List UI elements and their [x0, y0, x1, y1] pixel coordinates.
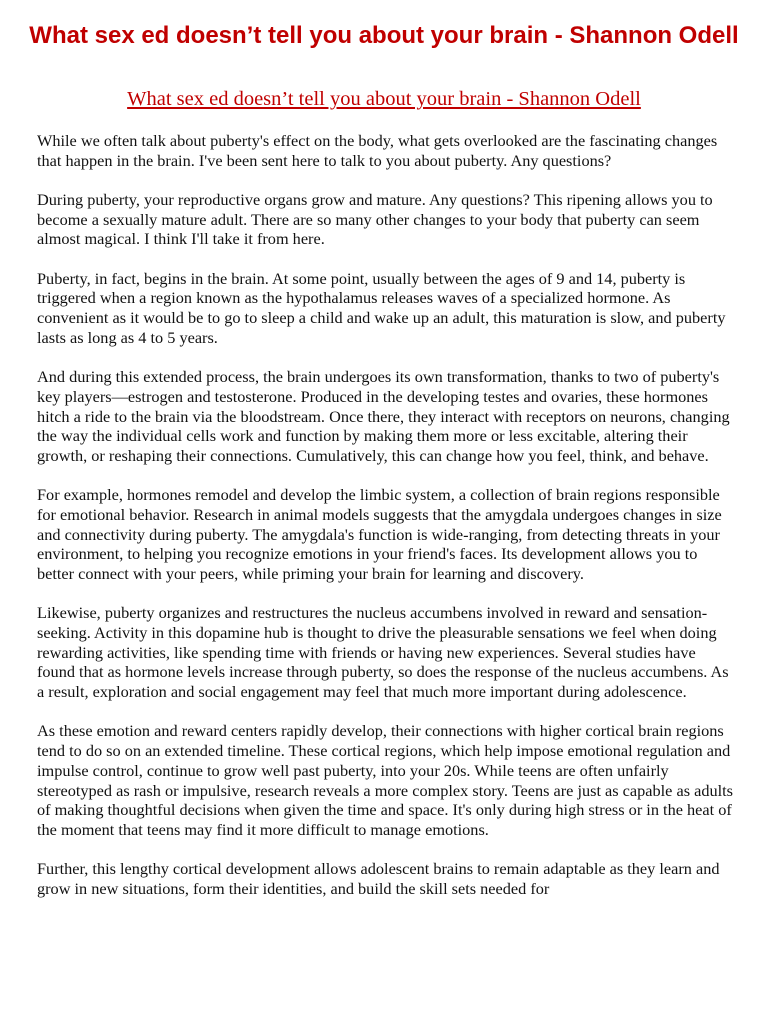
paragraph-7: As these emotion and reward centers rapidly develop, their connections with higher cortical brain regions tend to do so on an extended timeline. These cortical regions, which help impose emotional regulation and impulse control, continue to grow well past puberty, into your 20s. While teens are often unfairly stereotyped as rash or impulsive, research reveals a more complex story. Teens are just as capable as adults of making thoughtful decisions when given the time and space. It's only during high stress or in the heat of the moment that teens may find it more difficult to manage emotions. — [37, 721, 733, 839]
paragraph-1: While we often talk about puberty's effect on the body, what gets overlooked are the fascinating changes that happen in the brain. I've been sent here to talk to you about puberty. Any questions? — [37, 131, 718, 170]
document-body — [37, 131, 737, 918]
paragraph-4: And during this extended process, the brain undergoes its own transformation, thanks to two of puberty's key players—estrogen and testosterone. Produced in the developing testes and ovaries, these hormones hitch a ride to the brain via the bloodstream. Once there, they interact with receptors on neurons, changing the way the individual cells work and function by making them more or less excitable, altering their growth, or reshaping their connections. Cumulatively, this can change how you feel, think, and behave. — [37, 367, 730, 465]
paragraph-3: Puberty, in fact, begins in the brain. At some point, usually between the ages of 9 and 14, puberty is triggered when a region known as the hypothalamus releases waves of a specialized hormone. As convenient as it would be to go to sleep a child and wake up an adult, this maturation is slow, and puberty lasts as long as 4 to 5 years. — [37, 268, 726, 347]
page-title: What sex ed doesn’t tell you about your brain - Shannon Odell — [29, 22, 739, 49]
paragraph-8: Further, this lengthy cortical development allows adolescent brains to remain adaptable as they learn and grow in new situations, form their identities, and build the skill sets needed for — [37, 859, 720, 898]
paragraph-2: During puberty, your reproductive organs grow and mature. Any questions? This ripening allows you to become a sexually mature adult. There are so many other changes to your body that puberty can seem almost magical. I think I'll take it from here. — [37, 190, 713, 249]
paragraph-5: For example, hormones remodel and develop the limbic system, a collection of brain regions responsible for emotional behavior. Research in animal models suggests that the amygdala undergoes changes in size and connectivity during puberty. The amygdala's function is wide-ranging, from detecting threats in your environment, to helping you recognize emotions in your friend's faces. Its development allows you to better connect with your peers, while priming your brain for learning and discovery. — [37, 485, 722, 584]
title-link[interactable]: What sex ed doesn’t tell you about your brain - Shannon Odell — [127, 88, 641, 110]
paragraph-6: Likewise, puberty organizes and restructures the nucleus accumbens involved in reward and sensation-seeking. Activity in this dopamine hub is thought to drive the pleasurable sensations we feel when doing rewarding activities, like spending time with friends or having new experiences. Several studies have found that as hormone levels increase through puberty, so does the response of the nucleus accumbens. As a result, exploration and social engagement may feel that much more important during adolescence. — [37, 603, 729, 702]
